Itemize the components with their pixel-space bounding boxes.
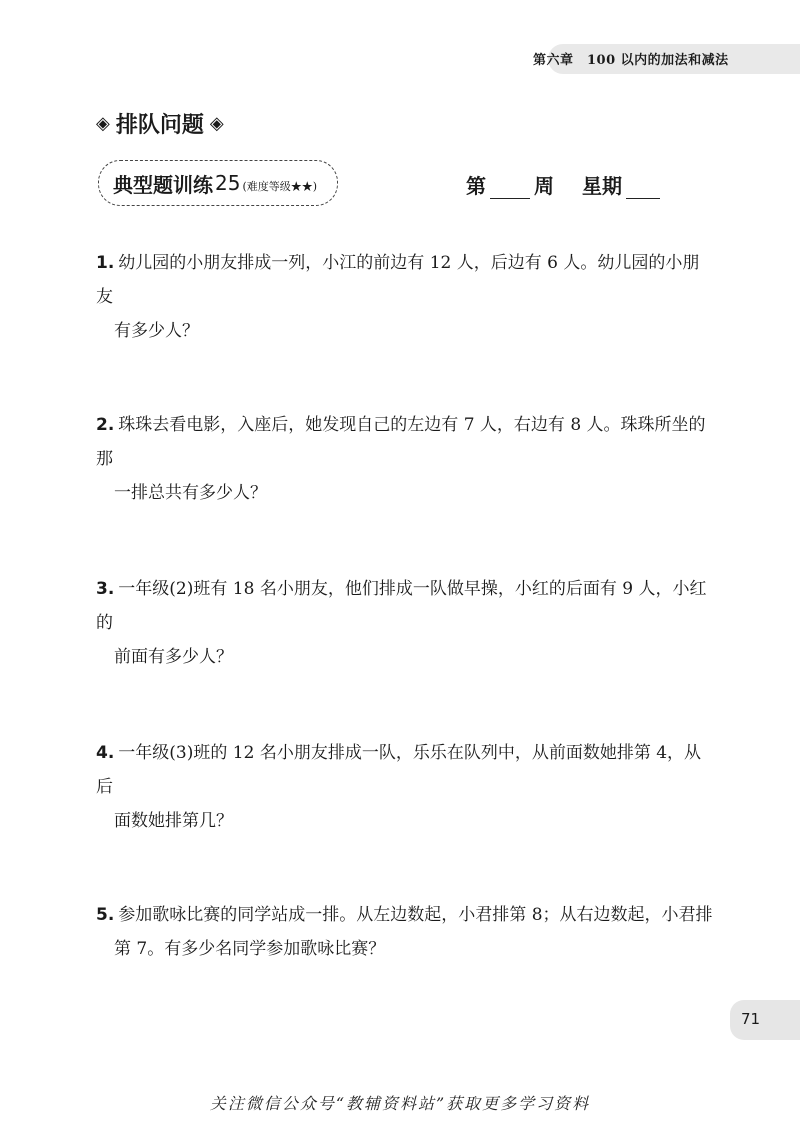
exercise-badge (98, 160, 338, 206)
question-text: 珠珠去看电影，入座后，她发现自己的左边有 7 人，右边有 8 人。珠珠所坐的那 (96, 415, 706, 469)
question-text: 一年级(3)班的 12 名小朋友排成一队，乐乐在队列中，从前面数她排第 4，从后 (96, 743, 702, 797)
question-1 (96, 246, 716, 348)
question-text: 参加歌咏比赛的同学站成一排。从左边数起，小君排第 8；从右边数起，小君排 (118, 905, 713, 925)
question-4 (96, 736, 716, 838)
question-text-continued: 有多少人？ (114, 321, 199, 341)
question-number: 1. (96, 253, 115, 273)
question-text-continued: 一排总共有多少人？ (114, 483, 267, 503)
diamond-left-icon: ◈ (96, 113, 110, 134)
diamond-right-icon: ◈ (209, 113, 224, 134)
section-title-text: 排队问题 (115, 113, 204, 138)
badge-label: 典型题训练 (113, 172, 213, 197)
difficulty-label: (难度等级★★) (242, 180, 318, 193)
week-suffix: 周 (534, 174, 554, 198)
page-number: 71 (741, 1010, 761, 1028)
question-5 (96, 898, 716, 966)
question-number: 2. (96, 415, 115, 435)
section-title (96, 108, 224, 139)
question-text: 一年级(2)班有 18 名小朋友，他们排成一队做早操，小红的后面有 9 人，小红的 (96, 579, 707, 633)
badge-number: 25 (215, 171, 241, 195)
week-prefix: 第 (466, 174, 486, 198)
weekday-label: 星期 (582, 174, 622, 198)
week-schedule (466, 170, 664, 199)
question-number: 5. (96, 905, 115, 925)
footer-watermark: 关注微信公众号“教辅资料站”获取更多学习资料 (209, 1094, 591, 1113)
question-text-continued: 前面有多少人？ (114, 647, 233, 667)
question-3 (96, 572, 716, 674)
question-text: 幼儿园的小朋友排成一列，小江的前边有 12 人，后边有 6 人。幼儿园的小朋友 (96, 253, 700, 307)
week-blank[interactable] (490, 176, 530, 199)
weekday-blank[interactable] (626, 176, 660, 199)
question-text-continued: 第 7。有多少名同学参加歌咏比赛？ (114, 939, 386, 959)
chapter-title: 第六章 100 以内的加法和减法 (533, 53, 729, 68)
question-number: 4. (96, 743, 115, 763)
question-number: 3. (96, 579, 115, 599)
question-2 (96, 408, 716, 510)
question-text-continued: 面数她排第几？ (114, 811, 233, 831)
